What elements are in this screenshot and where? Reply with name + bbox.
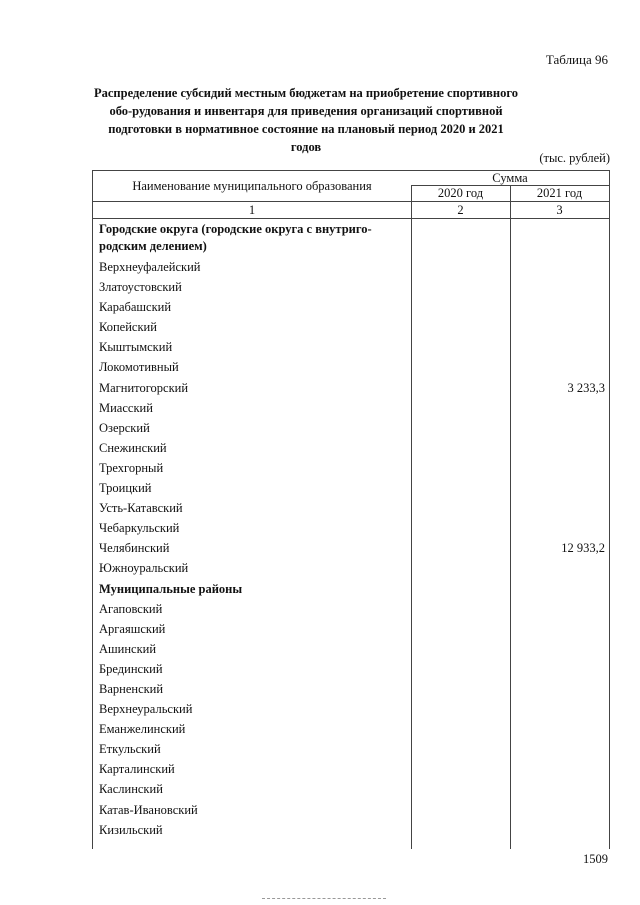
table-row [93,820,609,840]
row-name: Южноуральский [99,561,189,576]
row-name: Муниципальные районы [99,581,243,596]
row-name: Магнитогорский [99,380,189,395]
row-name: Челябинский [99,541,170,556]
table-row [93,599,609,619]
table-row [93,518,609,538]
table-row [93,317,609,337]
header-name-column: Наименование муниципального образования [93,171,411,202]
row-name: Кыштымский [99,340,173,355]
row-name: Златоустовский [99,280,182,295]
footer-mark [262,898,386,899]
row-name: Верхнеуральский [99,702,193,717]
subsidy-table [92,170,610,849]
table-row [93,558,609,578]
header-year-2020: 2020 год [411,186,510,202]
table-row [93,699,609,719]
table-body [93,219,609,840]
row-name: Карталинский [99,762,175,777]
row-name: Троицкий [99,481,152,496]
column-number-2: 2 [457,203,464,217]
row-name: Агаповский [99,601,163,616]
row-name: Еткульский [99,742,161,757]
table-row [93,357,609,377]
row-name: Брединский [99,661,163,676]
units-label: (тыс. рублей) [539,151,610,165]
table-row [93,800,609,820]
row-name: Снежинский [99,440,167,455]
table-section-row [93,219,609,257]
row-name: Кизильский [99,822,163,837]
table-row [93,779,609,799]
table-row [93,619,609,639]
table-row [93,458,609,478]
table-row [93,337,609,357]
row-name: Еманжелинский [99,722,186,737]
row-value-2021: 12 933,2 [561,541,605,556]
row-value-2021: 3 233,3 [567,380,605,395]
table-caption: Таблица 96 [545,52,608,67]
table-row [93,438,609,458]
row-name: Варненский [99,681,164,696]
table-row [93,257,609,277]
table-section-row [93,579,609,599]
row-name: Городские округа (городские округа с внутриго-родским делением) [99,222,372,253]
table-row [93,398,609,418]
row-name: Трехгорный [99,460,164,475]
row-name: Чебаркульский [99,521,180,536]
table-row [93,679,609,699]
table-row [93,277,609,297]
table-row [93,719,609,739]
table-row [93,538,609,558]
row-name: Усть-Катавский [99,501,183,516]
row-name: Аргаяшский [99,621,166,636]
table-row [93,418,609,438]
row-name: Миасский [99,400,153,415]
table-row [93,739,609,759]
table-row [93,659,609,679]
header-sum-column: Сумма [411,171,609,186]
row-name: Карабашский [99,300,172,315]
column-number-3: 3 [556,203,563,217]
row-name: Катав-Ивановский [99,802,198,817]
table-row [93,498,609,518]
table-row [93,759,609,779]
table-row [93,297,609,317]
header-year-2021: 2021 год [510,186,609,202]
document-title: Распределение субсидий местным бюджетам на приобретение спортивного обо-рудования и инвентаря для приведения организаций спортивной подготовки в нормативное состояние на плановый период 2020 и 2021 годов [94,86,518,154]
row-name: Копейский [99,320,157,335]
column-number-row [93,202,609,219]
table-row [93,639,609,659]
row-name: Каслинский [99,782,163,797]
row-name: Ашинский [99,641,157,656]
column-number-1: 1 [248,203,256,217]
row-name: Локомотивный [99,360,179,375]
table-row [93,378,609,398]
row-name: Озерский [99,420,150,435]
row-name: Верхнеуфалейский [99,260,201,274]
page-number: 1509 [583,852,608,866]
table-row [93,478,609,498]
